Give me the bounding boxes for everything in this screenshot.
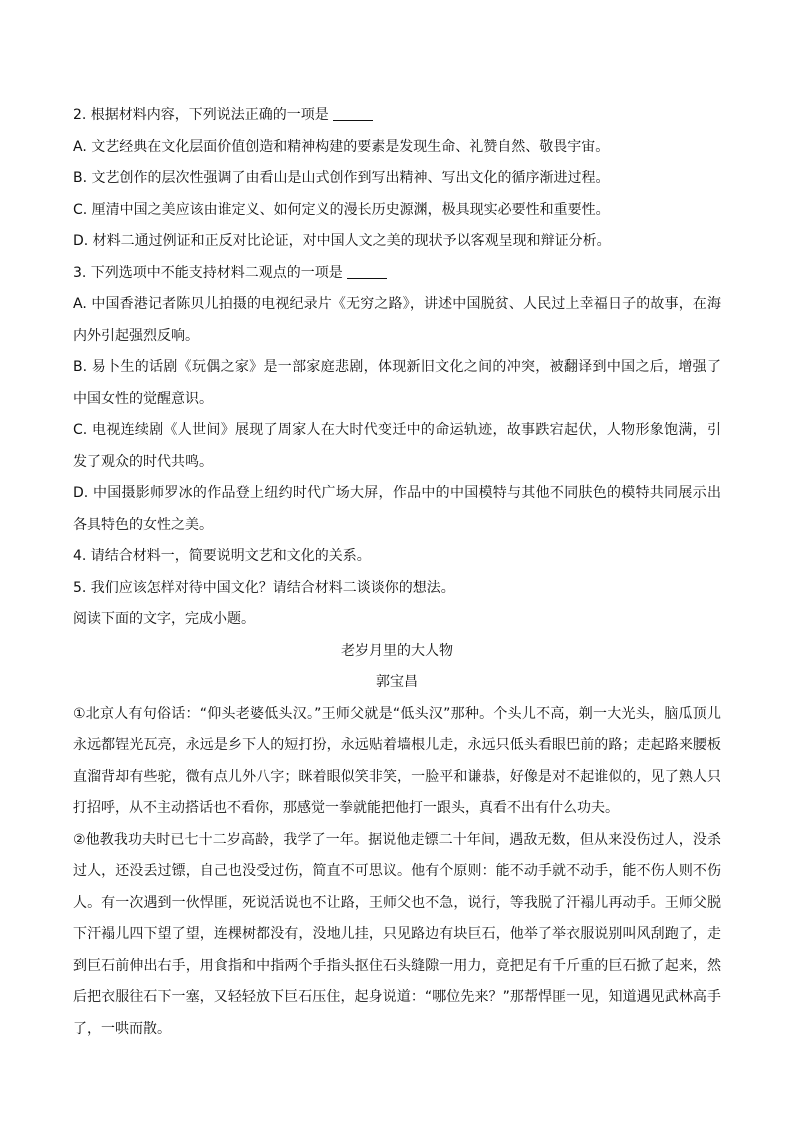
article-paragraph-1: ①北京人有句俗话：“仰头老婆低头汉。”王师父就是“低头汉”那种。个头儿不高，剃一大光头，脑瓜顶儿永远都锃光瓦亮，永远是乡下人的短打扮，永远贴着墙根儿走，永远只低头看眼巴前的路；走起路来腰板直溜背却有些驼，微有点儿外八字；眯着眼似笑非笑，一脸平和谦恭，好像是对不起谁似的，见了熟人只打招呼，从不主动搭话也不看你，那感觉一拳就能把他打一跟头，真看不出有什么功夫。 <box>73 705 721 816</box>
exam-page <box>73 100 721 1045</box>
article-title: 老岁月里的大人物 <box>341 642 453 659</box>
question-2-option-c: C. 厘清中国之美应该由谁定义、如何定义的漫长历史源渊，极具现实必要性和重要性。 <box>73 201 610 218</box>
reading-instruction: 阅读下面的文字，完成小题。 <box>73 611 255 627</box>
article-author: 郭宝昌 <box>376 674 418 690</box>
answer-blank <box>333 106 373 121</box>
question-2-option-d: D. 材料二通过例证和正反对比论证，对中国人文之美的现状予以客观呈现和辩证分析。 <box>73 233 611 249</box>
article-paragraph-2: ②他教我功夫时已七十二岁高龄，我学了一年。据说他走镖二十年间，遇敌无数，但从来没伤过人，没杀过人，还没丢过镖，自己也没受过伤，简直不可思议。他有个原则：能不动手就不动手，能不伤人则不伤人。有一次遇到一伙悍匪，死说活说也不让路，王师父也不急，说行，等我脱了汗褟儿再动手。王师父脱下汗褟儿四下望了望，连棵树都没有，没地儿挂，只见路边有块巨石，他举了举衣服说别叫风刮跑了，走到巨石前伸出右手，用食指和中指两个手指头抠住石头缝隙一用力，竟把足有千斤重的巨石掀了起来，然后把衣服往石下一塞，又轻轻放下巨石压住，起身说道：“哪位先来？”那帮悍匪一见，知道遇见武林高手了，一哄而散。 <box>73 831 721 1037</box>
question-2-option-a: A. 文艺经典在文化层面价值创造和精神构建的要素是发现生命、礼赞自然、敬畏宇宙。 <box>73 138 610 155</box>
question-3-option-b: B. 易卜生的话剧《玩偶之家》是一部家庭悲剧，体现新旧文化之间的冲突，被翻译到中国之后，增强了中国女性的觉醒意识。 <box>73 359 721 407</box>
question-3-option-c: C. 电视连续剧《人世间》展现了周家人在大时代变迁中的命运轨迹，故事跌宕起伏，人物形象饱满，引发了观众的时代共鸣。 <box>73 422 721 470</box>
answer-blank <box>347 264 387 279</box>
question-2-stem: 2. 根据材料内容，下列说法正确的一项是 <box>73 100 721 132</box>
question-5: 5. 我们应该怎样对待中国文化？请结合材料二谈谈你的想法。 <box>73 579 455 596</box>
question-2-option-b: B. 文艺创作的层次性强调了由看山是山式创作到写出精神、写出文化的循序渐进过程。 <box>73 170 610 186</box>
question-3-option-d: D. 中国摄影师罗冰的作品登上纽约时代广场大屏，作品中的中国模特与其他不同肤色的模特共同展示出各具特色的女性之美。 <box>73 485 721 533</box>
question-4: 4. 请结合材料一，简要说明文艺和文化的关系。 <box>73 548 371 564</box>
question-3-stem: 3. 下列选项中不能支持材料二观点的一项是 <box>73 258 721 290</box>
question-3-option-a: A. 中国香港记者陈贝儿拍摄的电视纪录片《无穷之路》，讲述中国脱贫、人民过上幸福日子的故事，在海内外引起强烈反响。 <box>73 296 721 344</box>
